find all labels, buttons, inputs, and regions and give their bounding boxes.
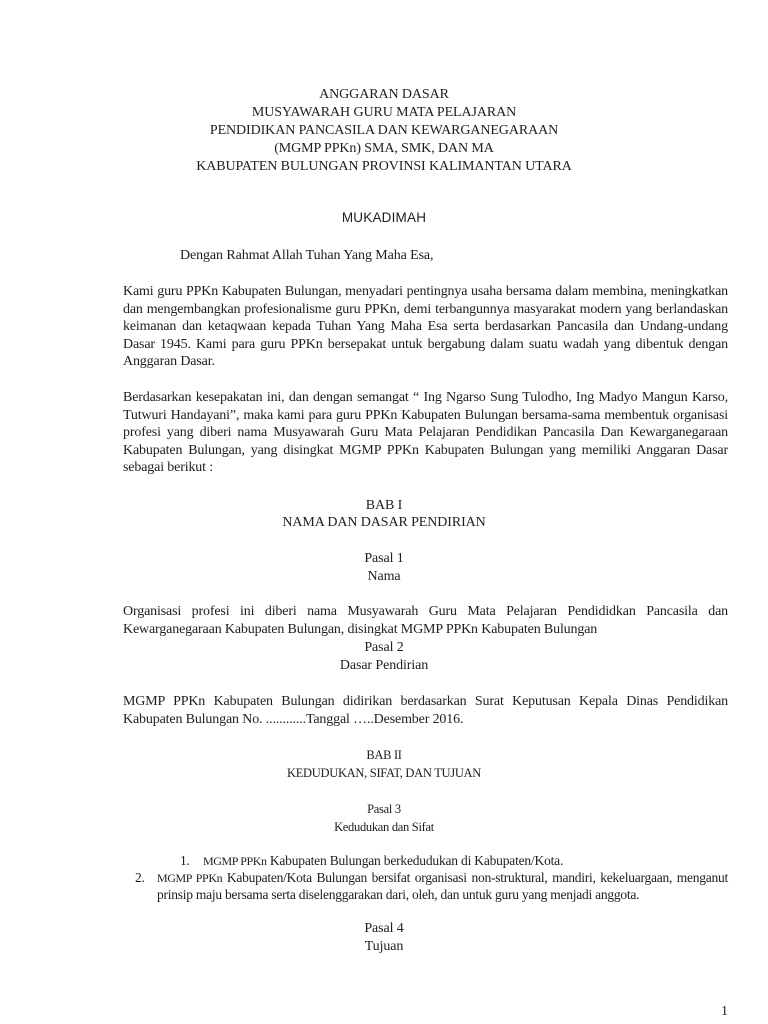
pasal-4-label: Pasal 4 bbox=[364, 921, 404, 936]
doc-title-line-1: ANGGARAN DASAR bbox=[319, 87, 449, 102]
doc-title-line-5: KABUPATEN BULUNGAN PROVINSI KALIMANTAN UTARA bbox=[196, 159, 572, 174]
list-item-2-text: Kabupaten/Kota Bulungan bersifat organisasi non-struktural, mandiri, kekeluargaan, menganut prinsip maju bersama serta diselenggarakan dari, oleh, dan untuk guru yang menjadi anggota. bbox=[157, 870, 728, 902]
mukadimah-paragraph-2: Berdasarkan kesepakatan ini, dan dengan semangat “ Ing Ngarso Sung Tulodho, Ing Madyo Mangun Karso, Tutwuri Handayani”, maka kami para guru PPKn Kabupaten Bulungan bersama-sama membentuk organisasi profesi yang diberi nama Musyawarah Guru Mata Pelajaran Pendidikan Pancasila Dan Kewarganegaraan Kabupaten Bulungan, yang disingkat MGMP PPKn Kabupaten Bulungan yang memiliki Anggaran Dasar sebagai berikut : bbox=[123, 390, 728, 476]
pasal-3-title: Kedudukan dan Sifat bbox=[334, 820, 434, 834]
mukadimah-paragraph-1: Kami guru PPKn Kabupaten Bulungan, menyadari pentingnya usaha bersama dalam membina, meningkatkan dan mengembangkan profesionalisme guru PPKn, demi terbangunnya masyarakat modern yang berlandaskan keimanan dan ketaqwaan kepada Tuhan Yang Maha Esa serta berdasarkan Pancasila dan Undang-undang Dasar 1945. Kami para guru PPKn bersepakat untuk bergabung dalam suatu wadah yang dibentuk dengan Anggaran Dasar. bbox=[123, 284, 728, 370]
list-item-2-prefix: MGMP PPKn bbox=[157, 871, 223, 885]
doc-title-line-3: PENDIDIKAN PANCASILA DAN KEWARGANEGARAAN bbox=[209, 123, 559, 138]
mukadimah-heading: MUKADIMAH bbox=[341, 210, 427, 225]
bab-2-label: BAB II bbox=[366, 748, 402, 762]
bab-1-title: NAMA DAN DASAR PENDIRIAN bbox=[282, 515, 486, 530]
pasal-1-label: Pasal 1 bbox=[364, 551, 404, 566]
list-item-1-prefix: MGMP PPKn bbox=[203, 854, 267, 868]
pasal-2-text: MGMP PPKn Kabupaten Bulungan didirikan berdasarkan Surat Keputusan Kepala Dinas Pendidikan Kabupaten Bulungan No. ............Tanggal …..Desember 2016. bbox=[123, 694, 728, 727]
list-item-1 bbox=[203, 853, 563, 869]
list-item-1-number: 1. bbox=[180, 853, 190, 868]
pasal-2-title: Dasar Pendirian bbox=[339, 658, 429, 673]
list-item-2-number: 2. bbox=[135, 870, 145, 885]
pasal-3-label: Pasal 3 bbox=[367, 802, 401, 816]
pasal-4-title: Tujuan bbox=[364, 939, 404, 954]
doc-title-line-2: MUSYAWARAH GURU MATA PELAJARAN bbox=[251, 105, 517, 120]
pasal-1-title: Nama bbox=[367, 569, 401, 584]
bab-2-title: KEDUDUKAN, SIFAT, DAN TUJUAN bbox=[286, 766, 482, 780]
pasal-2-label: Pasal 2 bbox=[364, 640, 404, 655]
doc-title-line-4: (MGMP PPKn) SMA, SMK, DAN MA bbox=[274, 141, 494, 156]
greeting-line: Dengan Rahmat Allah Tuhan Yang Maha Esa, bbox=[180, 248, 434, 263]
list-item-1-text: Kabupaten Bulungan berkedudukan di Kabupaten/Kota. bbox=[269, 853, 564, 868]
bab-1-label: BAB I bbox=[365, 498, 403, 513]
pasal-1-text: Organisasi profesi ini diberi nama Musyawarah Guru Mata Pelajaran Pendididkan Pancasila dan Kewarganegaraan Kabupaten Bulungan, disingkat MGMP PPKn Kabupaten Bulungan bbox=[123, 604, 728, 637]
list-item-2 bbox=[157, 870, 728, 903]
page-number: 1 bbox=[721, 1004, 728, 1019]
